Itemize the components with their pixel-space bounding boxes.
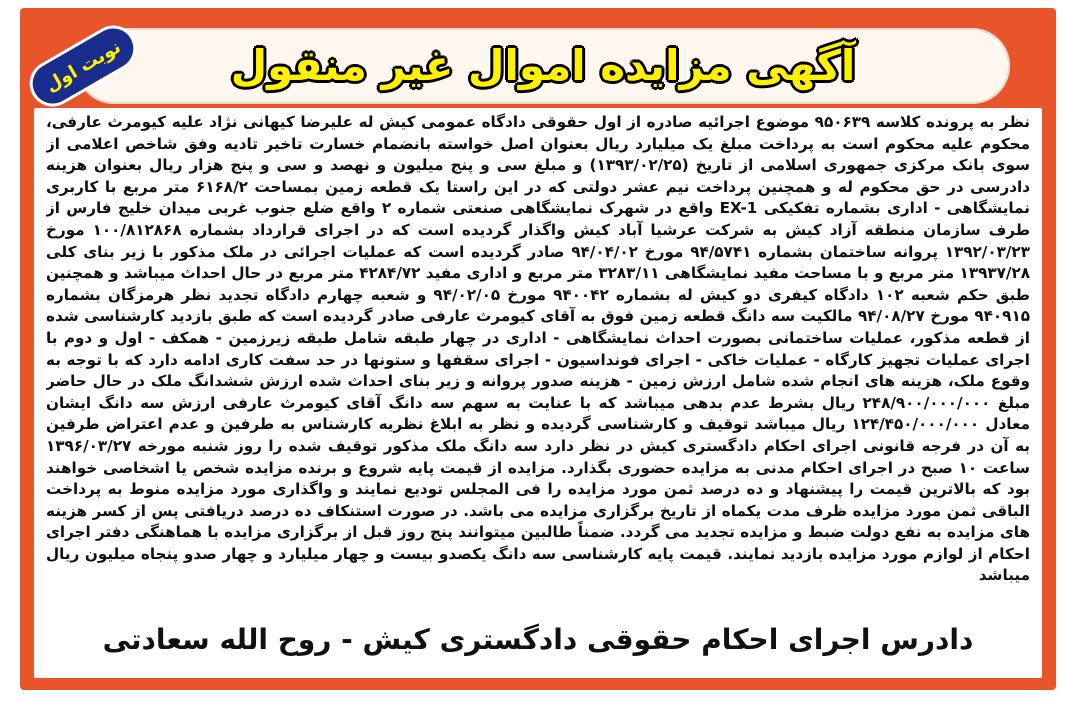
ad-title: آگهی مزایده اموال غیر منقول <box>230 41 856 90</box>
ad-body-text: نظر به پرونده کلاسه ۹۵۰۶۳۹ موضوع اجرائیه صادره از اول حقوقی دادگاه عمومی کیش له علیرضا کیهانی نژاد علیه کیومرث عارفی، محکوم علیه محکوم است به پرداخت مبلغ یک میلیارد ریال بعنوان اصل خواسته بانضمام خسارت تاخیر تادیه وفق شاخص اعلامی از سوی بانک مرکزی جمهوری اسلامی از تاریخ (۱۳۹۳/۰۲/۲۵) و مبلغ سی و پنج میلیون و نهصد و سی و پنج هزار ریال بعنوان هزینه دادرسی در حق محکوم له و همچنین پرداخت نیم عشر دولتی که در این راستا یک قطعه زمین بمساحت ۶۱۶۸/۲ متر مربع با کاربری نمایشگاهی - اداری بشماره تفکیکی EX-1 واقع در شهرک نمایشگاهی صنعتی شماره ۲ واقع ضلع جنوب غربی میدان خلیج فارس از طرف سازمان منطقه آزاد کیش به شرکت عرشیا آباد کیش واگذار گردیده است که در اجرای قرارداد بشماره ۱۰۰/۸۱۲۸۶۸ مورخ ۱۳۹۲/۰۳/۲۳ پروانه ساختمان بشماره ۹۴/۵۷۴۱ مورخ ۹۴/۰۴/۰۲ صادر گردیده است که عملیات اجرائی در ملک مذکور با زیر بنای کلی ۱۳۹۳۷/۲۸ متر مربع و با مساحت مفید نمایشگاهی ۳۲۸۳/۱۱ متر مربع و اداری مفید ۴۲۸۴/۷۲ متر مربع در حال احداث میباشد و همچنین طبق حکم شعبه ۱۰۲ دادگاه کیفری دو کیش له بشماره ۹۴۰۰۴۲ مورخ ۹۴/۰۲/۰۵ و شعبه چهارم دادگاه تجدید نظر هرمزگان بشماره ۹۴۰۹۱۵ مورخ ۹۴/۰۸/۲۷ مالکیت سه دانگ قطعه زمین فوق به آقای کیومرث عارفی صادر گردیده است که طبق بازدید کارشناسی شده از قطعه مذکور، عملیات ساختمانی بصورت احداث نمایشگاهی - اداری در چهار طبقه شامل طبقه زیرزمین - همکف - اول و دوم با اجرای عملیات تجهیز کارگاه - عملیات خاکی - اجرای فونداسیون - اجرای سقفها و ستونها در حد سفت کاری ادامه دارد که با توجه به وقوع ملک، هزینه های انجام شده شامل ارزش زمین - هزینه صدور پروانه و زیر بنای احداث شده ارزش ششدانگ ملک در حال حاضر مبلغ ۲۴۸/۹۰۰/۰۰۰/۰۰۰ ریال بشرط عدم بدهی میباشد که با عنایت به سهم سه دانگ آقای کیومرث عارفی ارزش سه دانگ ایشان معادل ۱۲۴/۴۵۰/۰۰۰/۰۰۰ ریال میباشد توقیف و کارشناسی گردیده و نظر به ابلاغ نظریه کارشناس به طرفین و عدم اعتراض طرفین به آن در فرجه قانونی اجرای احکام دادگستری کیش در نظر دارد سه دانگ ملک مذکور توقیف شده را روز شنبه مورخه ۱۳۹۶/۰۳/۲۷ ساعت ۱۰ صبح در اجرای احکام مدنی به مزایده حضوری بگذارد. مزایده از قیمت پایه شروع و برنده مزایده شخص یا اشخاصی خواهند بود که بالاترین قیمت را پیشنهاد و ده درصد ثمن مورد مزایده را فی المجلس تودیع نمایند و واگذاری مورد مزایده منوط به پرداخت الباقی ثمن مورد مزایده ظرف مدت یکماه از تاریخ برگزاری مزایده می باشد. در صورت استنکاف ده درصد دریافتی پس از کسر هزینه های مزایده به نفع دولت ضبط و مزایده تجدید می گردد. ضمناً طالبین میتوانند پنج روز قبل از برگزاری مزایده با هماهنگی دفتر اجرای احکام از لوازم مورد مزایده بازدید نمایند. قیمت پایه کارشناسی سه دانگ یکصدو بیست و چهار میلیارد و چهار صدو پنجاه میلیون ریال میباشد <box>46 113 1030 585</box>
title-band <box>76 28 1010 104</box>
ad-signature: دادرس اجرای احکام حقوقی دادگستری کیش - روح الله سعادتی <box>102 623 974 656</box>
badge-label: نوبت اول <box>41 36 125 96</box>
